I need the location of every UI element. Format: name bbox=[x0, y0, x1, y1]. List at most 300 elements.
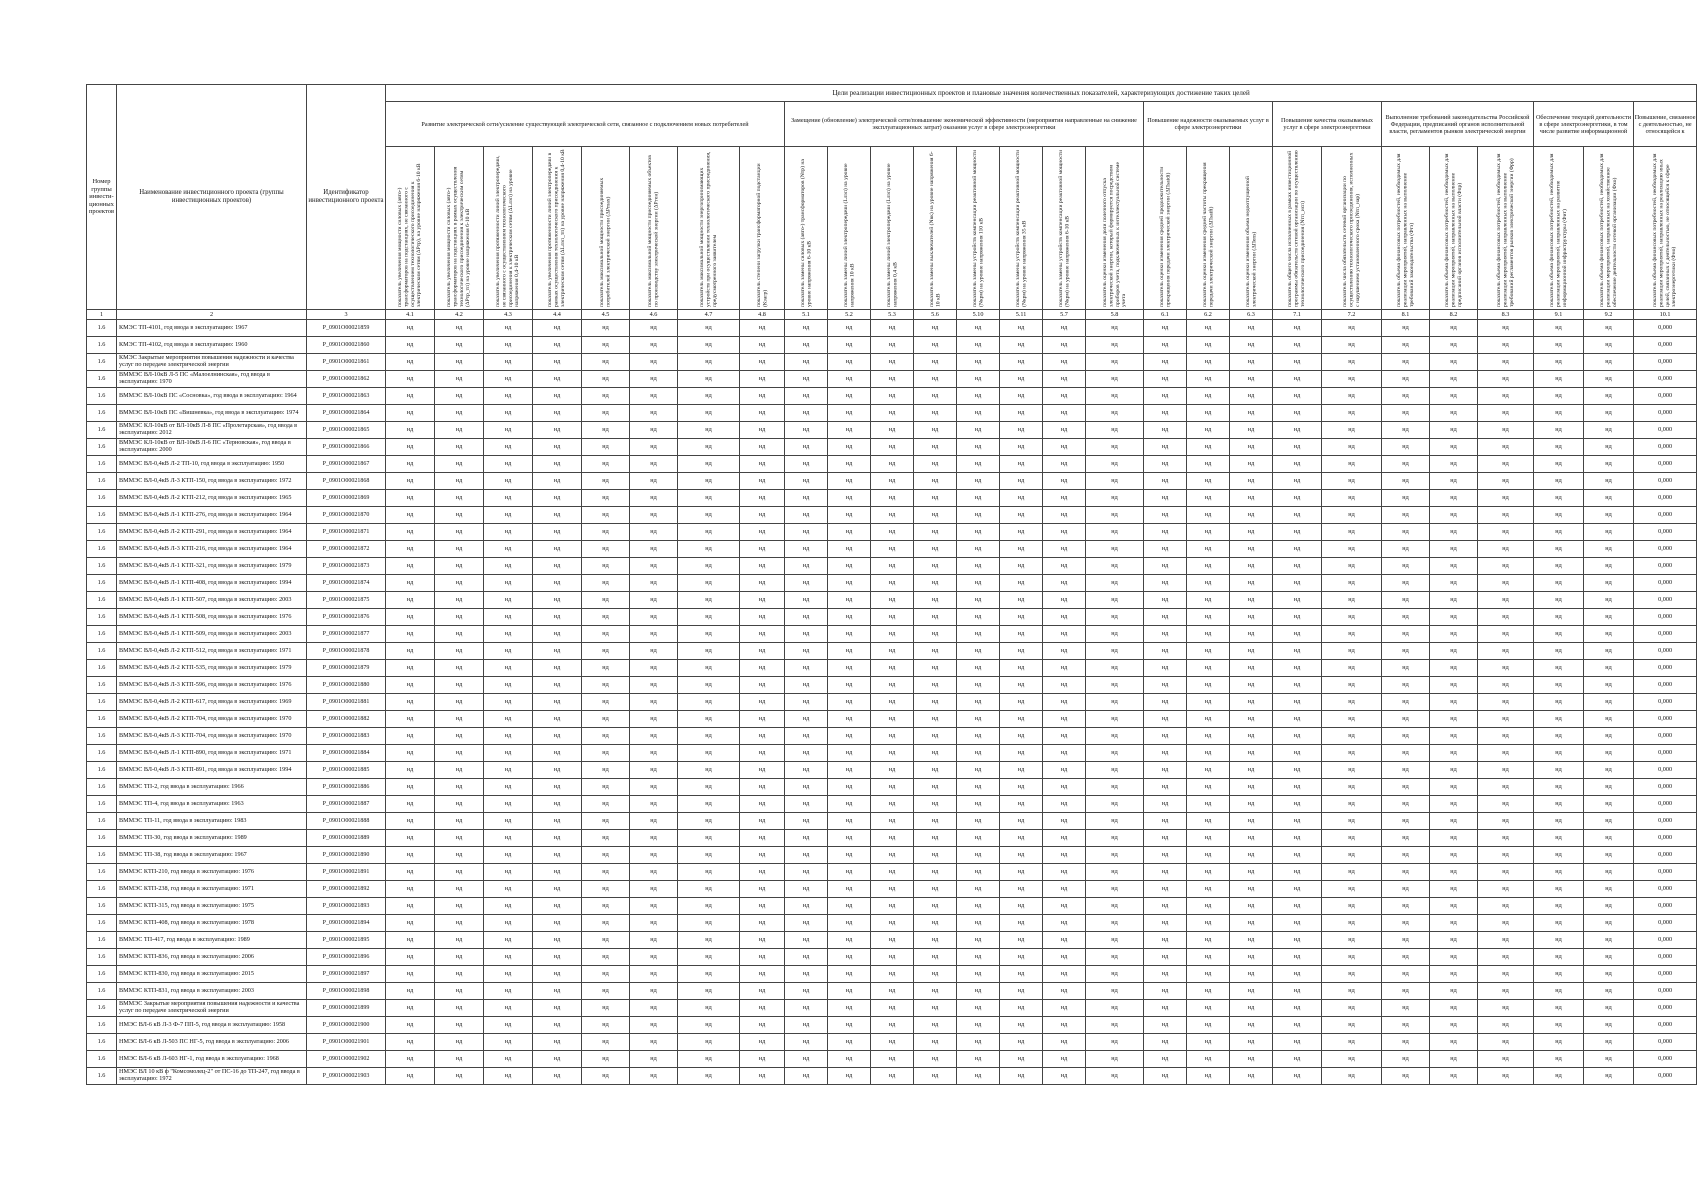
project-name-cell: НМЭС ВЛ-6 кВ Л-503 ПС НГ-5, год ввода в эксплуатацию: 2006 bbox=[117, 1034, 307, 1051]
indicator-value-cell: нд bbox=[914, 660, 957, 677]
header-indicator bbox=[1584, 147, 1634, 310]
indicator-value-cell: нд bbox=[828, 745, 871, 762]
indicator-value-cell: нд bbox=[1322, 439, 1382, 456]
indicator-value-cell: нд bbox=[914, 932, 957, 949]
header-indicator bbox=[678, 147, 740, 310]
column-number-cell: 4.7 bbox=[678, 310, 740, 320]
indicator-value-cell: нд bbox=[957, 575, 1000, 592]
indicator-value-cell: нд bbox=[914, 915, 957, 932]
indicator-value-cell: нд bbox=[1273, 966, 1322, 983]
group-number-cell: 1.6 bbox=[87, 490, 117, 507]
indicator-value-cell: нд bbox=[1382, 626, 1430, 643]
indicator-value-cell: нд bbox=[1086, 405, 1144, 422]
indicator-value-cell: нд bbox=[1230, 1051, 1273, 1068]
indicator-value-cell: нд bbox=[1430, 711, 1478, 728]
indicator-value-cell: нд bbox=[1273, 524, 1322, 541]
indicator-value-cell: нд bbox=[1187, 762, 1230, 779]
group-number-cell: 1.6 bbox=[87, 422, 117, 439]
indicator-value-cell: нд bbox=[484, 388, 533, 405]
indicator-value-cell: нд bbox=[582, 473, 630, 490]
indicator-value-cell: нд bbox=[386, 983, 435, 1000]
indicator-value-cell: нд bbox=[1187, 1000, 1230, 1017]
other-activity-value-cell: 0,000 bbox=[1634, 728, 1697, 745]
indicator-value-cell: нд bbox=[630, 592, 678, 609]
indicator-value-cell: нд bbox=[1584, 473, 1634, 490]
indicator-value-cell: нд bbox=[1382, 609, 1430, 626]
indicator-value-cell: нд bbox=[1230, 456, 1273, 473]
indicator-value-cell: нд bbox=[871, 575, 914, 592]
indicator-value-cell: нд bbox=[386, 490, 435, 507]
indicator-value-cell: нд bbox=[785, 439, 828, 456]
group-number-cell: 1.6 bbox=[87, 507, 117, 524]
indicator-value-cell: нд bbox=[484, 626, 533, 643]
indicator-value-cell: нд bbox=[435, 830, 484, 847]
indicator-value-cell: нд bbox=[871, 507, 914, 524]
indicator-value-cell: нд bbox=[1086, 983, 1144, 1000]
indicator-value-cell: нд bbox=[678, 405, 740, 422]
indicator-value-cell: нд bbox=[1322, 422, 1382, 439]
header-indicator bbox=[533, 147, 582, 310]
header-goal-group: Повышение, связанное с деятельностью, не относящейся к bbox=[1634, 102, 1697, 147]
indicator-value-cell: нд bbox=[386, 558, 435, 575]
indicator-value-cell: нд bbox=[957, 371, 1000, 388]
group-number-cell: 1.6 bbox=[87, 966, 117, 983]
indicator-value-cell: нд bbox=[1000, 320, 1043, 337]
indicator-value-cell: нд bbox=[582, 609, 630, 626]
indicator-value-cell: нд bbox=[1144, 694, 1187, 711]
indicator-value-cell: нд bbox=[484, 1000, 533, 1017]
indicator-value-cell: нд bbox=[435, 1000, 484, 1017]
other-activity-value-cell: 0,000 bbox=[1634, 949, 1697, 966]
indicator-value-cell: нд bbox=[1430, 405, 1478, 422]
group-number-cell: 1.6 bbox=[87, 898, 117, 915]
indicator-value-cell: нд bbox=[1187, 830, 1230, 847]
indicator-value-cell: нд bbox=[533, 320, 582, 337]
indicator-value-cell: нд bbox=[533, 1034, 582, 1051]
group-number-cell: 1.6 bbox=[87, 609, 117, 626]
indicator-value-cell: нд bbox=[957, 1000, 1000, 1017]
indicator-value-cell: нд bbox=[1430, 524, 1478, 541]
indicator-value-cell: нд bbox=[1144, 456, 1187, 473]
indicator-value-cell: нд bbox=[1382, 439, 1430, 456]
indicator-value-cell: нд bbox=[740, 371, 785, 388]
indicator-value-cell: нд bbox=[740, 456, 785, 473]
indicator-value-cell: нд bbox=[871, 728, 914, 745]
indicator-value-cell: нд bbox=[914, 983, 957, 1000]
other-activity-value-cell: 0,000 bbox=[1634, 677, 1697, 694]
project-identifier-cell: P_0901O00021896 bbox=[307, 949, 386, 966]
table-row bbox=[87, 490, 1697, 507]
column-number-cell: 5.2 bbox=[828, 310, 871, 320]
project-identifier-cell: P_0901O00021889 bbox=[307, 830, 386, 847]
indicator-value-cell: нд bbox=[1430, 558, 1478, 575]
indicator-value-cell: нд bbox=[1144, 575, 1187, 592]
indicator-value-cell: нд bbox=[1230, 507, 1273, 524]
indicator-value-cell: нд bbox=[582, 881, 630, 898]
indicator-value-cell: нд bbox=[1382, 745, 1430, 762]
indicator-value-cell: нд bbox=[582, 915, 630, 932]
column-number-cell: 6.3 bbox=[1230, 310, 1273, 320]
indicator-value-cell: нд bbox=[1584, 643, 1634, 660]
indicator-value-cell: нд bbox=[828, 949, 871, 966]
indicator-value-cell: нд bbox=[1000, 473, 1043, 490]
indicator-value-cell: нд bbox=[1086, 626, 1144, 643]
project-identifier-cell: P_0901O00021870 bbox=[307, 507, 386, 524]
indicator-value-cell: нд bbox=[1086, 711, 1144, 728]
indicator-value-cell: нд bbox=[386, 405, 435, 422]
other-activity-value-cell: 0,000 bbox=[1634, 558, 1697, 575]
indicator-value-cell: нд bbox=[1382, 694, 1430, 711]
other-activity-value-cell: 0,000 bbox=[1634, 881, 1697, 898]
indicator-value-cell: нд bbox=[957, 388, 1000, 405]
indicator-value-cell: нд bbox=[1534, 354, 1584, 371]
header-indicator-label: показатель увеличения протяженности линий электропередачи, не связанного с осуществлением технологического присоединения к электрическим сетям (ΔLлэп) на уровне напряжения 0,4-10 кВ bbox=[495, 155, 521, 307]
indicator-value-cell: нд bbox=[1478, 949, 1534, 966]
header-row-column-numbers bbox=[87, 310, 1697, 320]
indicator-value-cell: нд bbox=[871, 779, 914, 796]
indicator-value-cell: нд bbox=[1144, 354, 1187, 371]
indicator-value-cell: нд bbox=[957, 660, 1000, 677]
indicator-value-cell: нд bbox=[582, 575, 630, 592]
indicator-value-cell: нд bbox=[871, 949, 914, 966]
indicator-value-cell: нд bbox=[630, 371, 678, 388]
indicator-value-cell: нд bbox=[871, 626, 914, 643]
project-name-cell: НМЭС ВЛ 10 кВ ф "Комсомолец-2" от ПС-16 до ТП-247, год ввода в эксплуатацию: 1972 bbox=[117, 1068, 307, 1085]
other-activity-value-cell: 0,000 bbox=[1634, 388, 1697, 405]
other-activity-value-cell: 0,000 bbox=[1634, 320, 1697, 337]
other-activity-value-cell: 0,000 bbox=[1634, 354, 1697, 371]
header-indicator bbox=[871, 147, 914, 310]
project-name-cell: ВММЭС ВЛ-0,4кВ Л-3 КТП-704, год ввода в эксплуатацию: 1970 bbox=[117, 728, 307, 745]
column-number-cell: 9.2 bbox=[1584, 310, 1634, 320]
indicator-value-cell: нд bbox=[386, 439, 435, 456]
indicator-value-cell: нд bbox=[1000, 490, 1043, 507]
indicator-value-cell: нд bbox=[914, 728, 957, 745]
indicator-value-cell: нд bbox=[630, 490, 678, 507]
indicator-value-cell: нд bbox=[1273, 745, 1322, 762]
other-activity-value-cell: 0,000 bbox=[1634, 915, 1697, 932]
indicator-value-cell: нд bbox=[1584, 898, 1634, 915]
project-name-cell: ВММЭС ВЛ-0,4кВ Л-2 КТП-535, год ввода в эксплуатацию: 1979 bbox=[117, 660, 307, 677]
indicator-value-cell: нд bbox=[1187, 694, 1230, 711]
indicator-value-cell: нд bbox=[1584, 864, 1634, 881]
header-goal-group: Выполнение требований законодательства Российской Федерации, предписаний органов исполнительной власти, регламентов рынков электрической энергии bbox=[1382, 102, 1534, 147]
indicator-value-cell: нд bbox=[582, 898, 630, 915]
indicator-value-cell: нд bbox=[1584, 1034, 1634, 1051]
indicator-value-cell: нд bbox=[484, 728, 533, 745]
indicator-value-cell: нд bbox=[1086, 439, 1144, 456]
project-name-cell: ВММЭС КТП-831, год ввода в эксплуатацию: 2003 bbox=[117, 983, 307, 1000]
other-activity-value-cell: 0,000 bbox=[1634, 966, 1697, 983]
other-activity-value-cell: 0,000 bbox=[1634, 626, 1697, 643]
table-row bbox=[87, 915, 1697, 932]
indicator-value-cell: нд bbox=[435, 745, 484, 762]
indicator-value-cell: нд bbox=[828, 507, 871, 524]
indicator-value-cell: нд bbox=[1322, 881, 1382, 898]
indicator-value-cell: нд bbox=[1478, 422, 1534, 439]
indicator-value-cell: нд bbox=[740, 915, 785, 932]
group-number-cell: 1.6 bbox=[87, 1068, 117, 1085]
indicator-value-cell: нд bbox=[678, 694, 740, 711]
indicator-value-cell: нд bbox=[1144, 524, 1187, 541]
indicator-value-cell: нд bbox=[435, 507, 484, 524]
indicator-value-cell: нд bbox=[828, 966, 871, 983]
indicator-value-cell: нд bbox=[914, 609, 957, 626]
indicator-value-cell: нд bbox=[1430, 371, 1478, 388]
indicator-value-cell: нд bbox=[957, 507, 1000, 524]
project-identifier-cell: P_0901O00021871 bbox=[307, 524, 386, 541]
indicator-value-cell: нд bbox=[871, 439, 914, 456]
indicator-value-cell: нд bbox=[435, 337, 484, 354]
indicator-value-cell: нд bbox=[1230, 558, 1273, 575]
indicator-value-cell: нд bbox=[740, 507, 785, 524]
indicator-value-cell: нд bbox=[1230, 1017, 1273, 1034]
indicator-value-cell: нд bbox=[957, 847, 1000, 864]
indicator-value-cell: нд bbox=[1273, 660, 1322, 677]
header-indicator-label: показатель замены линий электропередачи (Lлэп) на уровне напряжения 10 кВ bbox=[842, 163, 855, 307]
indicator-value-cell: нд bbox=[484, 1068, 533, 1085]
indicator-value-cell: нд bbox=[678, 320, 740, 337]
indicator-value-cell: нд bbox=[630, 524, 678, 541]
indicator-value-cell: нд bbox=[386, 677, 435, 694]
indicator-value-cell: нд bbox=[785, 592, 828, 609]
indicator-value-cell: нд bbox=[1043, 422, 1086, 439]
project-identifier-cell: P_0901O00021899 bbox=[307, 1000, 386, 1017]
indicator-value-cell: нд bbox=[914, 388, 957, 405]
indicator-value-cell: нд bbox=[386, 830, 435, 847]
indicator-value-cell: нд bbox=[1273, 694, 1322, 711]
indicator-value-cell: нд bbox=[1382, 643, 1430, 660]
header-indicator bbox=[1273, 147, 1322, 310]
project-name-cell: ВММЭС ВЛ-0,4кВ Л-3 КТП-150, год ввода в эксплуатацию: 1972 bbox=[117, 473, 307, 490]
indicator-value-cell: нд bbox=[871, 813, 914, 830]
indicator-value-cell: нд bbox=[1430, 1068, 1478, 1085]
project-name-cell: ВММЭС ТП-30, год ввода в эксплуатацию: 1989 bbox=[117, 830, 307, 847]
indicator-value-cell: нд bbox=[828, 405, 871, 422]
indicator-value-cell: нд bbox=[1000, 677, 1043, 694]
indicator-value-cell: нд bbox=[1584, 745, 1634, 762]
indicator-value-cell: нд bbox=[435, 456, 484, 473]
indicator-value-cell: нд bbox=[1322, 626, 1382, 643]
indicator-value-cell: нд bbox=[1230, 371, 1273, 388]
indicator-value-cell: нд bbox=[1144, 371, 1187, 388]
other-activity-value-cell: 0,000 bbox=[1634, 745, 1697, 762]
indicator-value-cell: нд bbox=[630, 983, 678, 1000]
indicator-value-cell: нд bbox=[828, 711, 871, 728]
header-indicator bbox=[484, 147, 533, 310]
indicator-value-cell: нд bbox=[785, 1034, 828, 1051]
indicator-value-cell: нд bbox=[1043, 983, 1086, 1000]
group-number-cell: 1.6 bbox=[87, 847, 117, 864]
indicator-value-cell: нд bbox=[435, 405, 484, 422]
indicator-value-cell: нд bbox=[1000, 456, 1043, 473]
other-activity-value-cell: 0,000 bbox=[1634, 711, 1697, 728]
indicator-value-cell: нд bbox=[1273, 847, 1322, 864]
indicator-value-cell: нд bbox=[1430, 694, 1478, 711]
header-indicator-label: показатель замены силовых (авто-) трансформаторов (Nтр) на уровне напряжения 6-10 кВ bbox=[799, 159, 812, 307]
indicator-value-cell: нд bbox=[785, 983, 828, 1000]
indicator-value-cell: нд bbox=[484, 354, 533, 371]
indicator-value-cell: нд bbox=[1478, 745, 1534, 762]
indicator-value-cell: нд bbox=[1230, 473, 1273, 490]
indicator-value-cell: нд bbox=[1584, 1051, 1634, 1068]
project-name-cell: ВММЭС КТП-238, год ввода в эксплуатацию: 1971 bbox=[117, 881, 307, 898]
indicator-value-cell: нд bbox=[1230, 966, 1273, 983]
indicator-value-cell: нд bbox=[740, 864, 785, 881]
indicator-value-cell: нд bbox=[1086, 422, 1144, 439]
indicator-value-cell: нд bbox=[1230, 643, 1273, 660]
indicator-value-cell: нд bbox=[871, 1051, 914, 1068]
indicator-value-cell: нд bbox=[914, 677, 957, 694]
indicator-value-cell: нд bbox=[484, 847, 533, 864]
group-number-cell: 1.6 bbox=[87, 728, 117, 745]
indicator-value-cell: нд bbox=[871, 456, 914, 473]
indicator-value-cell: нд bbox=[435, 847, 484, 864]
header-indicator-label: показатель увеличения мощности силовых (авто-) трансформаторов на подстанциях в рамках осуществления технологического присоединения к электрическим сетям (ΔPтр_тп) на уровне напряжения 6-10 кВ bbox=[446, 166, 472, 307]
indicator-value-cell: нд bbox=[828, 422, 871, 439]
indicator-value-cell: нд bbox=[1430, 762, 1478, 779]
table-row bbox=[87, 1068, 1697, 1085]
indicator-value-cell: нд bbox=[785, 660, 828, 677]
indicator-value-cell: нд bbox=[533, 439, 582, 456]
indicator-value-cell: нд bbox=[957, 864, 1000, 881]
indicator-value-cell: нд bbox=[1187, 847, 1230, 864]
indicator-value-cell: нд bbox=[1534, 728, 1584, 745]
indicator-value-cell: нд bbox=[1478, 609, 1534, 626]
indicator-value-cell: нд bbox=[871, 1034, 914, 1051]
indicator-value-cell: нд bbox=[1230, 592, 1273, 609]
indicator-value-cell: нд bbox=[1273, 915, 1322, 932]
project-identifier-cell: P_0901O00021860 bbox=[307, 337, 386, 354]
indicator-value-cell: нд bbox=[386, 864, 435, 881]
indicator-value-cell: нд bbox=[582, 456, 630, 473]
indicator-value-cell: нд bbox=[435, 813, 484, 830]
other-activity-value-cell: 0,000 bbox=[1634, 932, 1697, 949]
indicator-value-cell: нд bbox=[533, 830, 582, 847]
indicator-value-cell: нд bbox=[1273, 1034, 1322, 1051]
indicator-value-cell: нд bbox=[1000, 337, 1043, 354]
indicator-value-cell: нд bbox=[630, 473, 678, 490]
indicator-value-cell: нд bbox=[1187, 779, 1230, 796]
indicator-value-cell: нд bbox=[484, 1017, 533, 1034]
indicator-value-cell: нд bbox=[435, 473, 484, 490]
project-name-cell: КМЭС Закрытые мероприятия повышения надежности и качества услуг по передаче электрической энергии bbox=[117, 354, 307, 371]
other-activity-value-cell: 0,000 bbox=[1634, 1051, 1697, 1068]
indicator-value-cell: нд bbox=[386, 473, 435, 490]
indicator-value-cell: нд bbox=[533, 762, 582, 779]
indicator-value-cell: нд bbox=[1187, 507, 1230, 524]
indicator-value-cell: нд bbox=[914, 626, 957, 643]
header-indicator-label: показатель оценки изменения средней продолжительности прекращения передачи электрической энергии (ΔПsaidi) bbox=[1158, 166, 1171, 307]
column-number-cell: 8.3 bbox=[1478, 310, 1534, 320]
indicator-value-cell: нд bbox=[1000, 609, 1043, 626]
header-indicator bbox=[1144, 147, 1187, 310]
project-name-cell: ВММЭС ТП-2, год ввода в эксплуатацию: 1966 bbox=[117, 779, 307, 796]
indicator-value-cell: нд bbox=[435, 864, 484, 881]
indicator-value-cell: нд bbox=[785, 830, 828, 847]
indicator-value-cell: нд bbox=[630, 1000, 678, 1017]
project-identifier-cell: P_0901O00021890 bbox=[307, 847, 386, 864]
indicator-value-cell: нд bbox=[1144, 864, 1187, 881]
indicator-value-cell: нд bbox=[386, 847, 435, 864]
indicator-value-cell: нд bbox=[1144, 405, 1187, 422]
indicator-value-cell: нд bbox=[1187, 796, 1230, 813]
indicator-value-cell: нд bbox=[1534, 1017, 1584, 1034]
indicator-value-cell: нд bbox=[1273, 677, 1322, 694]
indicator-value-cell: нд bbox=[386, 592, 435, 609]
indicator-value-cell: нд bbox=[1322, 643, 1382, 660]
indicator-value-cell: нд bbox=[484, 320, 533, 337]
indicator-value-cell: нд bbox=[914, 1051, 957, 1068]
indicator-value-cell: нд bbox=[1043, 524, 1086, 541]
other-activity-value-cell: 0,000 bbox=[1634, 796, 1697, 813]
indicator-value-cell: нд bbox=[1230, 728, 1273, 745]
indicator-value-cell: нд bbox=[957, 439, 1000, 456]
project-name-cell: ВММЭС ВЛ-0,4кВ Л-2 КТП-512, год ввода в эксплуатацию: 1971 bbox=[117, 643, 307, 660]
indicator-value-cell: нд bbox=[1478, 524, 1534, 541]
project-name-cell: ВММЭС ТП-417, год ввода в эксплуатацию: 1989 bbox=[117, 932, 307, 949]
header-indicator bbox=[435, 147, 484, 310]
indicator-value-cell: нд bbox=[1322, 728, 1382, 745]
indicator-value-cell: нд bbox=[1322, 898, 1382, 915]
indicator-value-cell: нд bbox=[785, 881, 828, 898]
indicator-value-cell: нд bbox=[1478, 541, 1534, 558]
other-activity-value-cell: 0,000 bbox=[1634, 507, 1697, 524]
indicator-value-cell: нд bbox=[1043, 473, 1086, 490]
table-row bbox=[87, 1000, 1697, 1017]
header-indicator bbox=[1634, 147, 1697, 310]
indicator-value-cell: нд bbox=[484, 490, 533, 507]
indicator-value-cell: нд bbox=[957, 779, 1000, 796]
indicator-value-cell: нд bbox=[1086, 762, 1144, 779]
column-number-cell: 5.6 bbox=[914, 310, 957, 320]
indicator-value-cell: нд bbox=[1086, 524, 1144, 541]
indicator-value-cell: нд bbox=[533, 1051, 582, 1068]
indicator-value-cell: нд bbox=[1584, 609, 1634, 626]
indicator-value-cell: нд bbox=[1430, 643, 1478, 660]
indicator-value-cell: нд bbox=[386, 779, 435, 796]
other-activity-value-cell: 0,000 bbox=[1634, 524, 1697, 541]
indicator-value-cell: нд bbox=[435, 609, 484, 626]
indicator-value-cell: нд bbox=[435, 881, 484, 898]
indicator-value-cell: нд bbox=[1478, 1034, 1534, 1051]
project-name-cell: ВММЭС КТП-836, год ввода в эксплуатацию: 2006 bbox=[117, 949, 307, 966]
indicator-value-cell: нд bbox=[1086, 575, 1144, 592]
table-row bbox=[87, 422, 1697, 439]
project-name-cell: КМЭС ТП-4101, год ввода в эксплуатацию: 1967 bbox=[117, 320, 307, 337]
indicator-value-cell: нд bbox=[533, 881, 582, 898]
other-activity-value-cell: 0,000 bbox=[1634, 405, 1697, 422]
indicator-value-cell: нд bbox=[957, 320, 1000, 337]
indicator-value-cell: нд bbox=[435, 626, 484, 643]
indicator-value-cell: нд bbox=[582, 660, 630, 677]
indicator-value-cell: нд bbox=[1230, 626, 1273, 643]
project-identifier-cell: P_0901O00021903 bbox=[307, 1068, 386, 1085]
indicator-value-cell: нд bbox=[785, 558, 828, 575]
indicator-value-cell: нд bbox=[1230, 983, 1273, 1000]
indicator-value-cell: нд bbox=[1187, 558, 1230, 575]
indicator-value-cell: нд bbox=[533, 1017, 582, 1034]
indicator-value-cell: нд bbox=[785, 1051, 828, 1068]
indicator-value-cell: нд bbox=[630, 813, 678, 830]
indicator-value-cell: нд bbox=[1230, 575, 1273, 592]
indicator-value-cell: нд bbox=[1043, 830, 1086, 847]
indicator-value-cell: нд bbox=[1273, 320, 1322, 337]
indicator-value-cell: нд bbox=[533, 813, 582, 830]
indicator-value-cell: нд bbox=[1322, 1051, 1382, 1068]
indicator-value-cell: нд bbox=[1478, 507, 1534, 524]
indicator-value-cell: нд bbox=[533, 592, 582, 609]
